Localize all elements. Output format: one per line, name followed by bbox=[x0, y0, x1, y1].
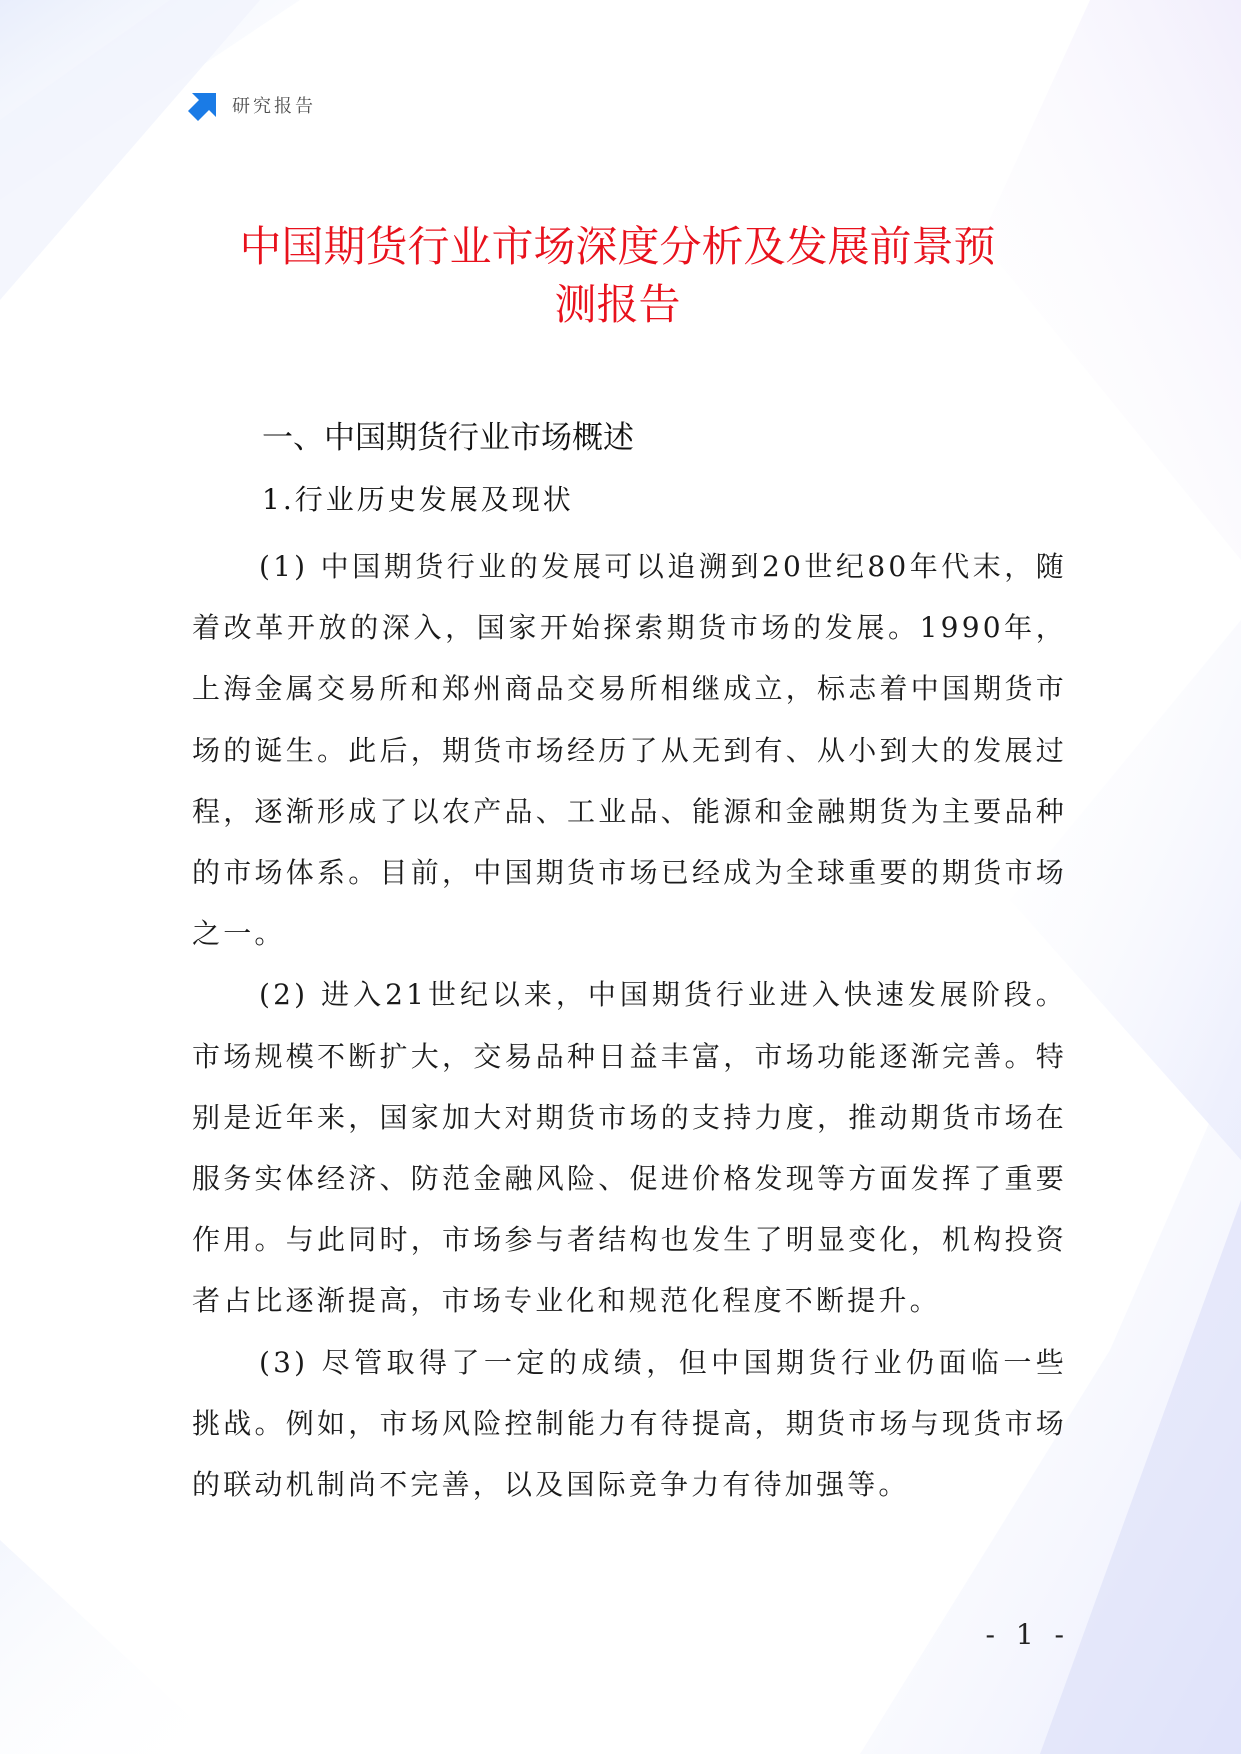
paragraph-3: (3) 尽管取得了一定的成绩，但中国期货行业仍面临一些挑战。例如，市场风险控制能力有待提高，期货市场与现货市场的联动机制尚不完善，以及国际竞争力有待加强等。 bbox=[192, 1345, 1067, 1502]
arrow-up-right-icon bbox=[188, 89, 220, 121]
body-text bbox=[192, 536, 1067, 1515]
paragraph-2: (2) 进入21世纪以来，中国期货行业进入快速发展阶段。市场规模不断扩大，交易品种日益丰富，市场功能逐渐完善。特别是近年来，国家加大对期货市场的支持力度，推动期货市场在服务实体经济、防范金融风险、促进价格发现等方面发挥了重要作用。与此同时，市场参与者结构也发生了明显变化，机构投资者占比逐渐提高，市场专业化和规范化程度不断提升。 bbox=[192, 978, 1067, 1318]
page-number: - 1 - bbox=[985, 1618, 1070, 1651]
brand-header bbox=[188, 88, 316, 122]
paragraph-1: (1) 中国期货行业的发展可以追溯到20世纪80年代末，随着改革开放的深入，国家开始探索期货市场的发展。1990年，上海金属交易所和郑州商品交易所相继成立，标志着中国期货市场的诞生。此后，期货市场经历了从无到有、从小到大的发展过程，逐渐形成了以农产品、工业品、能源和金融期货为主要品种的市场体系。目前，中国期货市场已经成为全球重要的期货市场之一。 bbox=[192, 550, 1067, 951]
sub-heading: 1.行业历史发展及现状 bbox=[262, 483, 574, 516]
document-title bbox=[170, 218, 1065, 334]
brand-label: 研究报告 bbox=[232, 96, 316, 117]
section-heading: 一、中国期货行业市场概述 bbox=[262, 420, 634, 456]
title-line-2: 测报告 bbox=[554, 280, 681, 329]
title-line-1: 中国期货行业市场深度分析及发展前景预 bbox=[239, 222, 996, 271]
